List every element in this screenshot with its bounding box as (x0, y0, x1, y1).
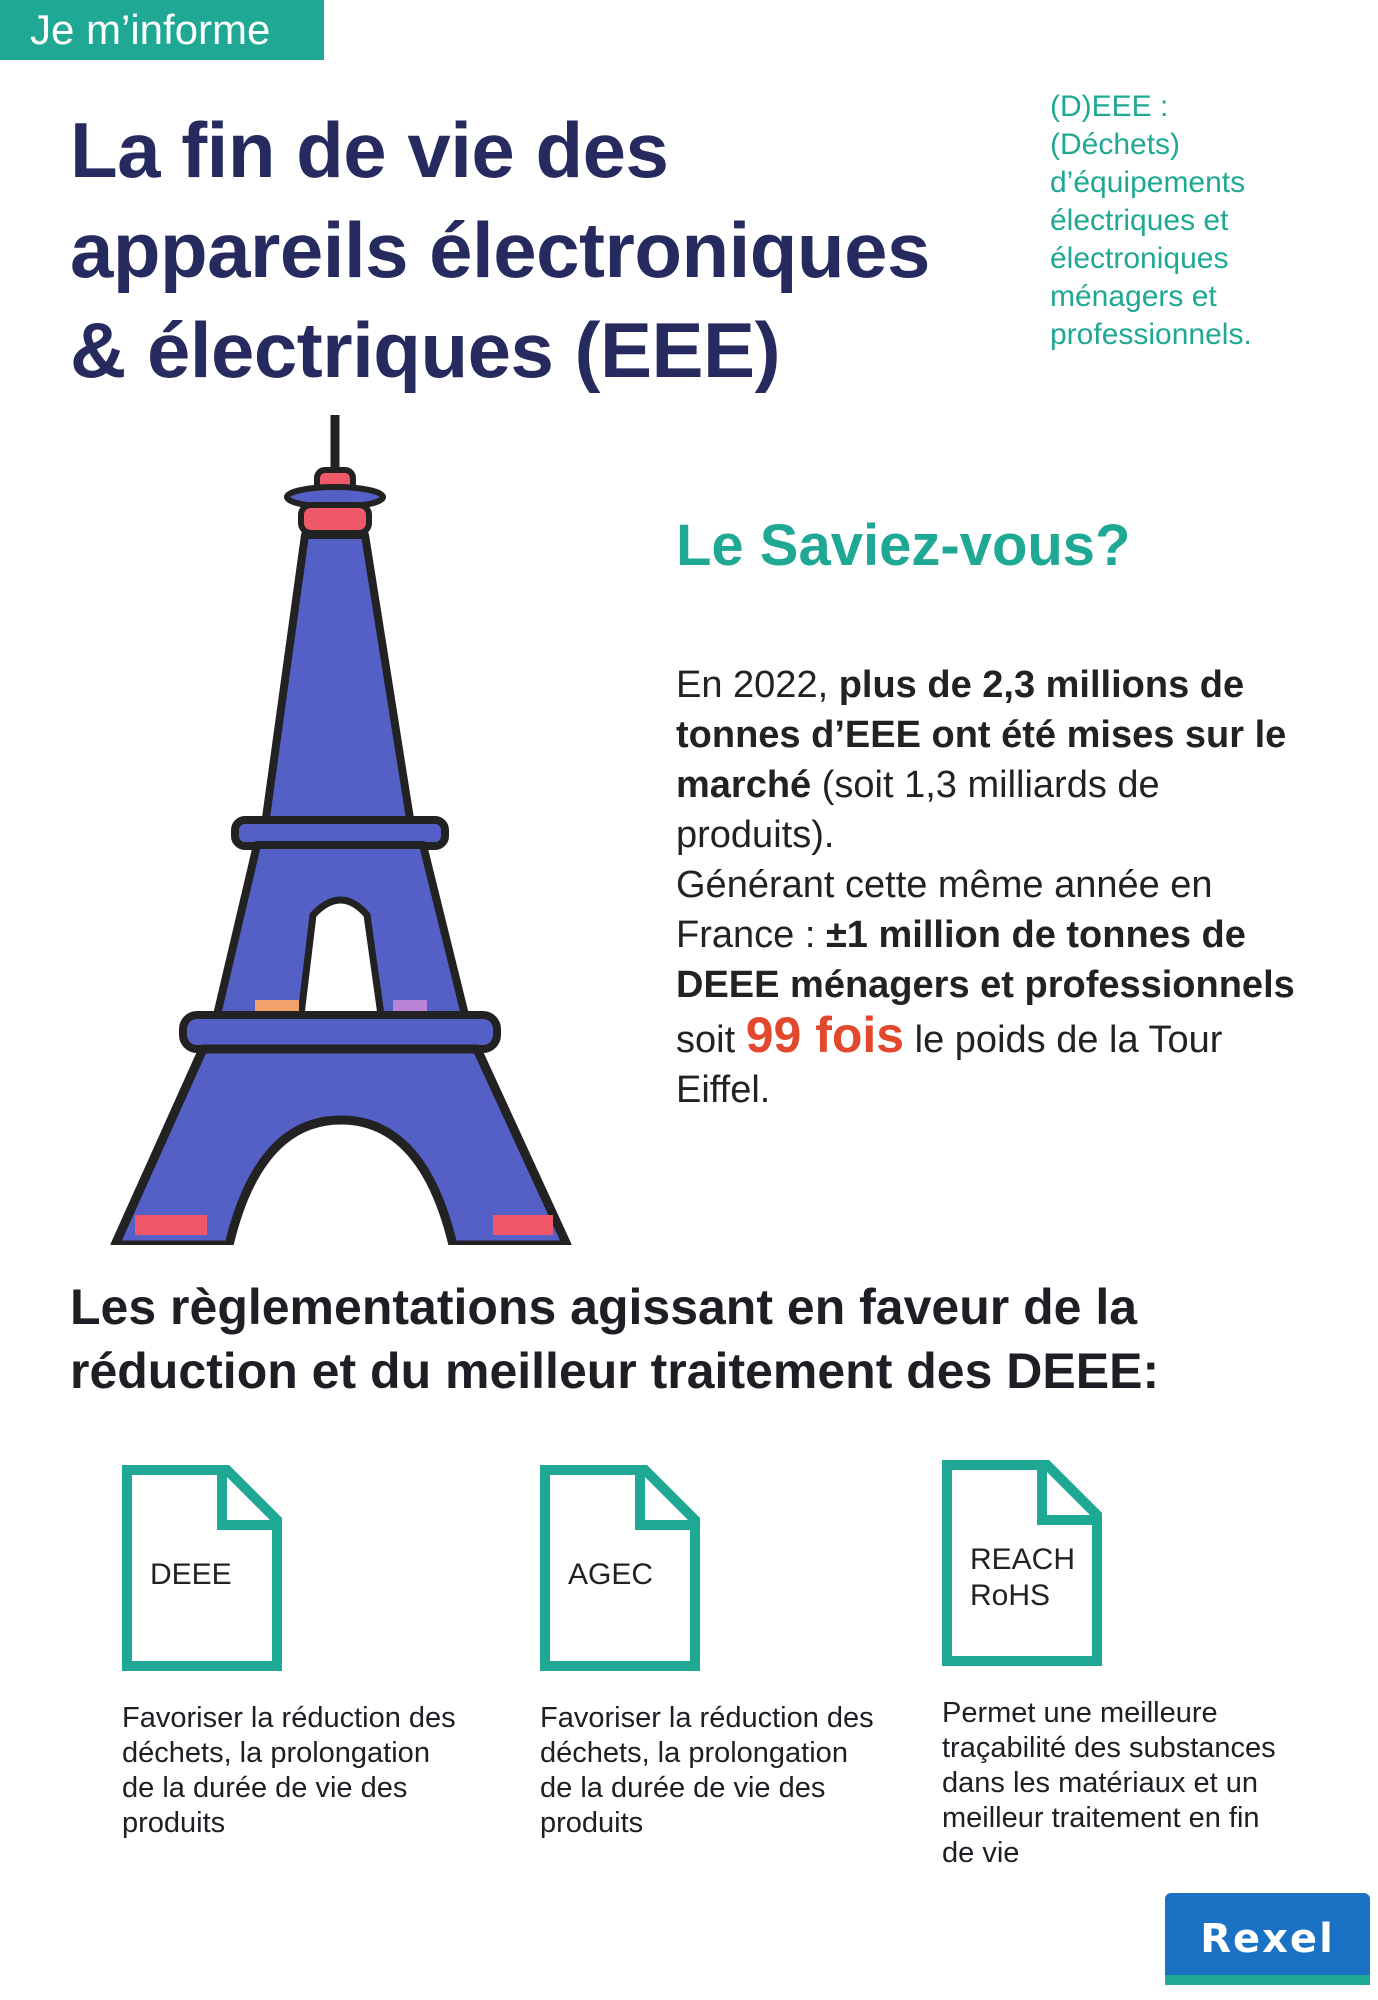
fact-intro: En 2022, (676, 664, 839, 706)
fact-title: Le Saviez-vous? (676, 513, 1131, 578)
definition-term: (D)EEE : (1050, 90, 1169, 123)
category-tag-label: Je m’informe (30, 6, 271, 53)
regulation-card-deee (122, 1465, 462, 1841)
regulation-description: Permet une meilleure traçabilité des substances dans les matériaux et un meilleur traitement en fin de vie (942, 1697, 1276, 1869)
regulations-section-title: Les règlementations agissant en faveur de la réduction et du meilleur traitement des DEEE: (70, 1279, 1160, 1399)
regulation-label (970, 1542, 1075, 1614)
eiffel-tower-illustration (105, 415, 605, 1245)
regulation-label: DEEE (150, 1558, 232, 1591)
logo-text: Rexel (1200, 1916, 1335, 1962)
regulation-label: AGEC (568, 1558, 654, 1591)
fact-bold-stat: plus de 2,3 millions de tonnes d’EEE ont été mises sur le marché (676, 664, 1287, 806)
fact-highlight: 99 fois (745, 1007, 905, 1063)
logo-accent-bar (1165, 1975, 1370, 1985)
regulation-card-agec (540, 1465, 880, 1841)
title-line: & électriques (EEE) (70, 306, 781, 394)
fact-bold-stat-2: ±1 million de tonnes de DEEE ménagers et professionnels (676, 914, 1295, 1006)
category-tag (0, 0, 324, 60)
regulation-label-line: RoHS (970, 1579, 1051, 1612)
page-title (70, 100, 990, 400)
fact-text (676, 660, 1326, 1115)
title-line: appareils électroniques (70, 206, 930, 294)
fact-ending: le poids de la Tour Eiffel. (676, 1019, 1223, 1111)
fact-detail: (soit 1,3 milliards de produits). (676, 764, 1160, 856)
regulation-description: Favoriser la réduction des déchets, la prolongation de la durée de vie des produits (122, 1702, 456, 1839)
title-line: La fin de vie des (70, 106, 669, 194)
deee-definition (1050, 88, 1350, 354)
fact-connector: soit (676, 1019, 746, 1061)
regulation-card-reach-rohs (942, 1460, 1282, 1871)
rexel-logo (1165, 1893, 1370, 1985)
fact-intro-2: Générant cette même année en France : (676, 864, 1213, 956)
regulation-description: Favoriser la réduction des déchets, la prolongation de la durée de vie des produits (540, 1702, 874, 1839)
definition-text: (Déchets) d’équipements électriques et électroniques ménagers et professionnels. (1050, 128, 1252, 351)
regulation-label-line: REACH (970, 1543, 1076, 1576)
